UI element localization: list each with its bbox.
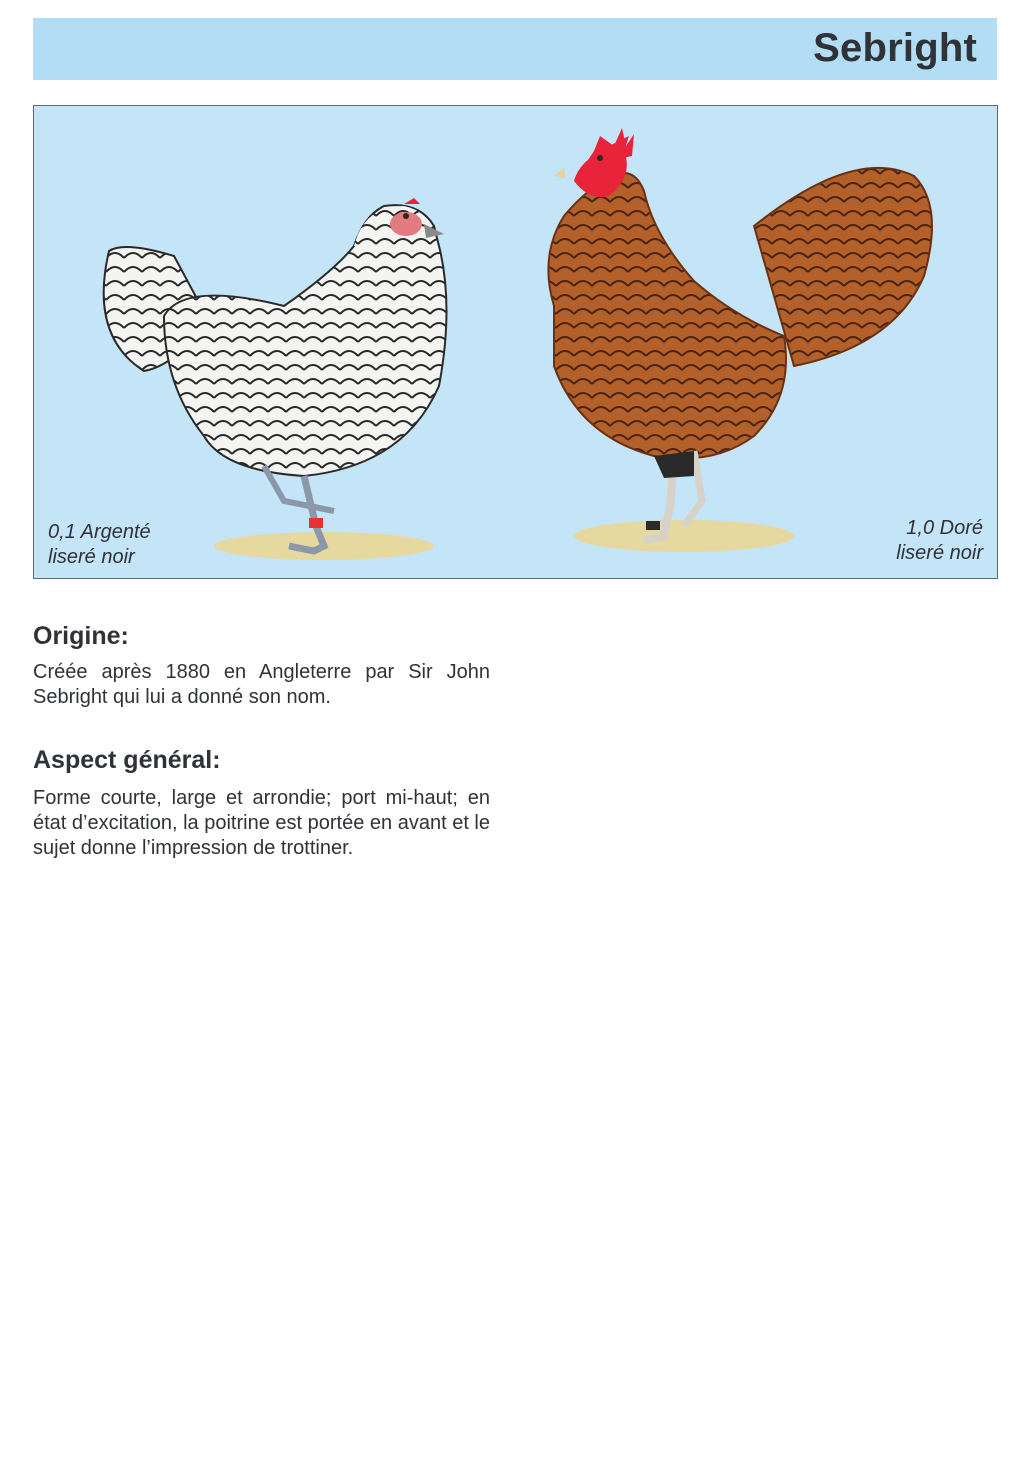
- silver-hen: [104, 198, 447, 551]
- breed-illustration: [33, 105, 998, 579]
- right-caption: [896, 516, 983, 566]
- origin-text: Créée après 1880 en Angleterre par Sir John Sebright qui lui a donné son nom.: [33, 661, 490, 708]
- left-caption: [48, 520, 151, 570]
- chickens-illustration: [34, 106, 997, 578]
- title-banner: [33, 18, 997, 80]
- right-caption-line-2: liseré noir: [896, 542, 983, 564]
- left-caption-line-1: 0,1 Argenté: [48, 521, 151, 543]
- origin-heading: Origine:: [33, 622, 129, 650]
- gold-cock: [548, 128, 932, 541]
- general-aspect-heading: Aspect général:: [33, 746, 221, 774]
- general-aspect-text: Forme courte, large et arrondie; port mi-haut; en état d’excitation, la poitrine est portée en avant et le sujet donne l’impression de trottiner.: [33, 787, 490, 859]
- right-caption-line-1: 1,0 Doré: [906, 517, 983, 539]
- left-caption-line-2: liseré noir: [48, 546, 135, 568]
- page-title: Sebright: [813, 26, 977, 70]
